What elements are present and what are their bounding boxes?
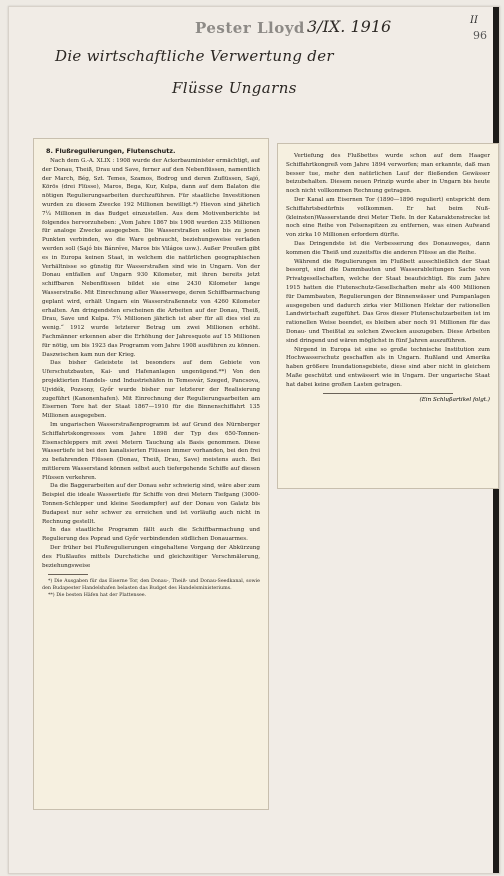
separator-rule <box>323 393 453 394</box>
paragraph: Der früher bei Flußregulierungen eingehaltene Vorgang der Abkürzung des Flußlaufes mittels Durchstiche und gleichzeitiger Verschmälerung, beziehungsweise <box>42 545 260 569</box>
continuation-note: (Ein Schlußartikel folgt.) <box>419 396 490 403</box>
paragraph: Vertiefung des Flußbettes wurde schon auf dem Haager Schiffahrtkongreß vom Jahre 1894 verworfen; man erkannte, daß man besser tue, mehr den natürlichen Lauf der fließenden Gewässer beizubehalten. Diesem neuen Prinzip wurde aber in Ungarn bis heute noch nicht vollkommen Rechnung getragen. <box>286 153 490 195</box>
page-number: 96 <box>473 29 487 42</box>
paragraph: Während die Regulierungen im Flußbett ausschließlich der Staat besorgt, sind die Dammbauten und Wasserableitungen Sache von Privatgesellschaften, welche der Staat beaufsichtigt. Bis zum Jahre 1915 hatten die Flutenschutz-Gesellschaften mehr als 400 Millionen für Dammbauten, Regulierungen der Binnenwässer und Pumpanlagen ausgegeben und dadurch zirka vier Millionen Hektar der rationellen Landwirtschaft zugeführt. Das Gros dieser Flutenschutzarbeiten ist im rationellen Weise beendet, es bleiben aber noch 91 Millionen für das Donau- und Theißtal zu solchen Zwecken auszugeben. Diese Arbeiten sind dringend und wären möglichst in fünf Jahren auszuführen. <box>286 258 490 344</box>
footnote: *) Die Ausgaben für das Eiserne Tor, den Donau-, Theiß- und Donau-Seedkanal, sowie den Budapester Handelshafen belasten das Budget des Handelsministeriums. <box>42 579 260 592</box>
article-title: 8. Flußregulierungen, Flutenschutz. <box>46 147 176 155</box>
paragraph: Das Dringendste ist die Verbesserung des Donauweges, dann kommen die Theiß und zuzeitsfüs die anderen Flüsse an die Reihe. <box>286 240 490 256</box>
handwritten-title-line1: Die wirtschaftliche Verwertung der <box>55 47 334 65</box>
clipping-right <box>277 143 499 489</box>
paragraph: Da die Baggerarbeiten auf der Donau sehr schwierig sind, wäre aber zum Beispiel die ideale Wassertiefe für Schiffe von drei Metern Tiefgang (3000-Tonnen-Schlepper und kleine Seedampfer) auf der Donau von Galatz bis Budapest nur sehr schwer zu erreichen und ist vorläufig auch nicht in Rechnung gestellt. <box>42 483 260 525</box>
paragraph: Nach dem G.-A. XLIX : 1908 wurde der Ackerbauminister ermächtigt, auf der Donau, Theiß, Drau und Save, ferner auf den Nebenflüssen, namentlich der March, Bég, Szt. Temes, Szamos, Bodrog und deren Zuflüssen, Sajó, Körös (drei Flüsse), Maros, Bega, Kur, Kulpa, dann auf dem Balaton die nötigen Regulierungsarbeiten durchzuführen. Für staatliche Investitionen wurden zu diesem Zwecke 192 Millionen bewilligt.*) Hievon sind jährlich 7¼ Millionen in das Budget einzustellen. Aus dem Motivenberichte ist folgendes hervorzuheben: „Vom Jahre 1867 bis 1908 wurden 235 Millionen für analoge Zwecke ausgegeben. Die Wasserstraßen sollen bis zu jenen Punkten verbinden, wo die Ware gebraucht, beziehungsweise verladen werden soll (Sajó bis Bánréve, Maros bis Világos usw.). Außer Preußen gibt es in Europa keinen Staat, in welchem die natürlichen geographischen Verhältnisse so günstig für Wasserstraßen sind wie in Ungarn. Von der Donau entfallen auf Ungarn 930 Kilometer, mit ihren bereits jetzt schiffbaren Nebenflüssen bildet sie eine 2430 Kilometer lange Wasserstraße. Mit Einrechnung aller Wasserwege, deren Schiffbarmachung geplant wird, erhält Ungarn ein Wasserstraßennetz von 4260 Kilometer erhalten. Am dringendsten erscheinen die Arbeiten auf der Donau, Theiß, Drau, Save und Kulpa. 7¼ Millionen jährlich ist aber für all dies viel zu wenig.“ 1912 wurde letzterer Betrag um zwei Millionen erhöht. Fachmänner erkennen aber die Erhöhung der Jahresquote auf 15 Millionen für nötig, um bis 1923 das Programm vom Jahre 1908 ausführen zu können. Daszwischen kam nun der Krieg. <box>42 158 260 358</box>
handwritten-date: 3/IX. 1916 <box>307 17 392 36</box>
paragraph: Nirgend in Europa ist eine so große technische Institution zum Hochwasserschutz geschaffen als in Ungarn. Rußland und Amerika haben größere Inundationsgebiete, diese sind aber nicht in gleichem Maße geschützt und entwässert wie in Ungarn. Der ungarische Staat hat dabei keine großen Lasten getragen. <box>286 346 490 388</box>
page-mark: II <box>470 15 478 26</box>
footnote-rule <box>48 574 88 575</box>
archive-sheet <box>8 6 500 874</box>
paragraph: Das bisher Geleistete ist besonders auf dem Gebiete von Uferschutzbauten, Kai- und Hafenanlagen ungenügend.**) Von den projektierten Handels- und Industriehäfen in Temesvár, Szeged, Pancsova, Ujvidék, Pozsony, Győr wurde bisher nur letzterer der Realisierung zugeführt (Kanonenhafen). Mit Einrechnung der Regulierungsarbeiten am Eisernen Tore hat der Staat 1867—1910 für die Binnenschiffahrt 135 Millionen ausgegeben. <box>42 360 260 420</box>
handwritten-title-line2: Flüsse Ungarns <box>172 79 297 97</box>
newspaper-stamp: Pester Lloyd <box>195 19 305 37</box>
clipping-left-text <box>42 147 260 801</box>
footnote: **) Die besten Häfen hat der Plattensee. <box>48 593 147 599</box>
paragraph: Der Kanal am Eisernen Tor (1890—1896 reguliert) entspricht dem Schiffahrtsbedürfnis vollkommen. Er hat beim Nuß-(kleinsten)Wasserstande drei Meter Tiefe. In der Kataraktenstrecke ist noch eine Reihe von Felsenspitzen zu entfernen, was einen Aufwand von zirka 10 Millionen erfordern dürfte. <box>286 196 490 239</box>
clipping-right-text <box>286 152 490 480</box>
clipping-left <box>33 138 269 810</box>
paragraph: Im ungarischen Wasserstraßenprogramm ist auf Grund des Nürnberger Schiffahrtskongresses vom Jahre 1898 der Typ des 650-Tonnen-Eisenschleppers mit zwei Metern Tauchung als Basis genommen. Diese Wassertiefe ist bei den kanalisierten Flüssen immer vorhanden, bei den frei zu befahrenden Flüssen (Donau, Theiß, Drau, Save) meistens auch. Bei mittlerem Wasserstand können selbst auch tiefergehende Schiffe auf diesen Flüssen verkehren. <box>42 421 260 481</box>
paragraph: In das staatliche Programm fällt auch die Schiffbarmachung und Regulierung des Poprad und Győr verbindenden südlichen Donauarmes. <box>42 527 260 543</box>
